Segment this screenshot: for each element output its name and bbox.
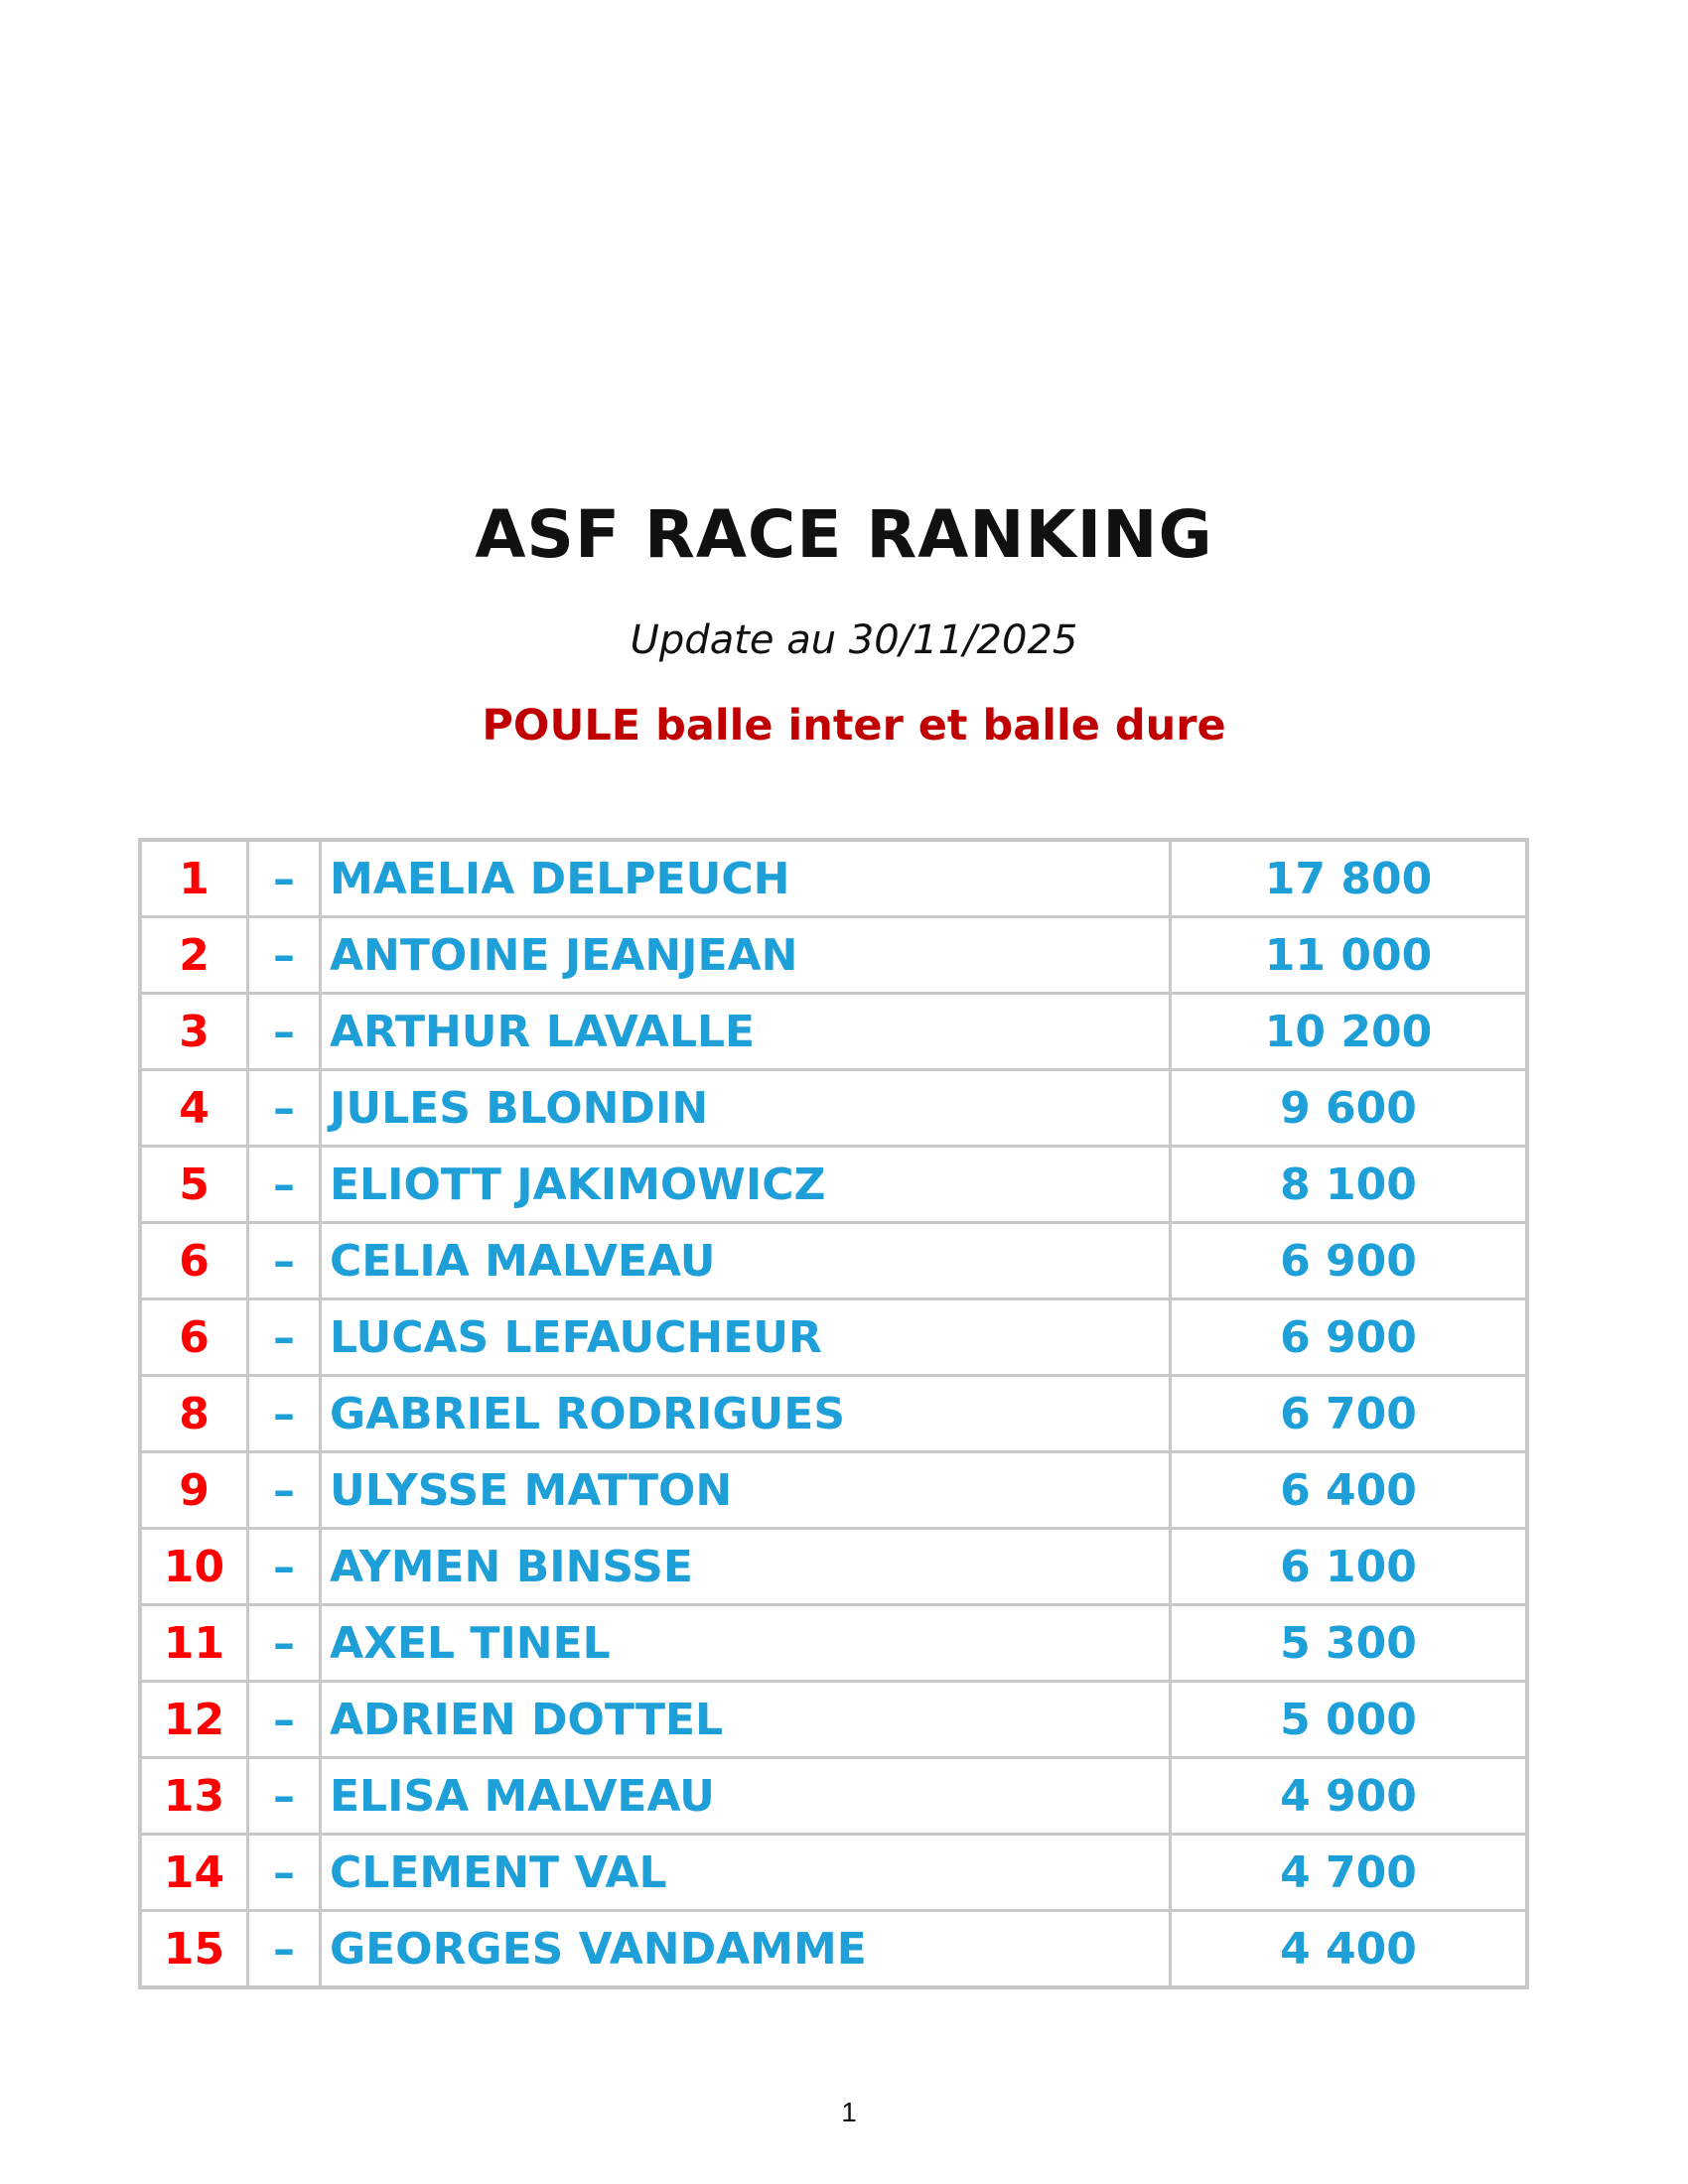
separator-cell: – (248, 1758, 321, 1835)
table-row (140, 1070, 1527, 1147)
rank-cell: 9 (140, 1452, 248, 1529)
table-row (140, 917, 1527, 994)
table-row (140, 1605, 1527, 1682)
table-row (140, 1835, 1527, 1911)
rank-cell: 5 (140, 1147, 248, 1223)
player-name-cell: AYMEN BINSSE (321, 1529, 1171, 1605)
points-cell: 4 400 (1171, 1911, 1528, 1988)
rank-cell: 6 (140, 1299, 248, 1376)
player-name-cell: ARTHUR LAVALLE (321, 994, 1171, 1070)
rank-cell: 10 (140, 1529, 248, 1605)
document-title: ASF RACE RANKING (475, 496, 1213, 573)
points-cell: 6 900 (1171, 1299, 1528, 1376)
player-name-cell: MAELIA DELPEUCH (321, 840, 1171, 917)
table-row (140, 1299, 1527, 1376)
table-row (140, 1223, 1527, 1299)
rank-cell: 15 (140, 1911, 248, 1988)
separator-cell: – (248, 1452, 321, 1529)
page-number: 1 (841, 2097, 857, 2127)
points-cell: 17 800 (1171, 840, 1528, 917)
separator-cell: – (248, 1070, 321, 1147)
rank-cell: 6 (140, 1223, 248, 1299)
player-name-cell: CELIA MALVEAU (321, 1223, 1171, 1299)
rank-cell: 14 (140, 1835, 248, 1911)
player-name-cell: ELISA MALVEAU (321, 1758, 1171, 1835)
separator-cell: – (248, 1529, 321, 1605)
rank-cell: 12 (140, 1682, 248, 1758)
table-row (140, 994, 1527, 1070)
separator-cell: – (248, 917, 321, 994)
points-cell: 5 300 (1171, 1605, 1528, 1682)
separator-cell: – (248, 1299, 321, 1376)
separator-cell: – (248, 1223, 321, 1299)
rank-cell: 2 (140, 917, 248, 994)
separator-cell: – (248, 1147, 321, 1223)
points-cell: 6 400 (1171, 1452, 1528, 1529)
table-row (140, 1911, 1527, 1988)
points-cell: 5 000 (1171, 1682, 1528, 1758)
player-name-cell: ELIOTT JAKIMOWICZ (321, 1147, 1171, 1223)
separator-cell: – (248, 840, 321, 917)
points-cell: 4 700 (1171, 1835, 1528, 1911)
player-name-cell: GEORGES VANDAMME (321, 1911, 1171, 1988)
points-cell: 6 700 (1171, 1376, 1528, 1452)
player-name-cell: AXEL TINEL (321, 1605, 1171, 1682)
player-name-cell: ULYSSE MATTON (321, 1452, 1171, 1529)
separator-cell: – (248, 1605, 321, 1682)
rank-cell: 13 (140, 1758, 248, 1835)
player-name-cell: LUCAS LEFAUCHEUR (321, 1299, 1171, 1376)
separator-cell: – (248, 994, 321, 1070)
rank-cell: 4 (140, 1070, 248, 1147)
separator-cell: – (248, 1682, 321, 1758)
separator-cell: – (248, 1376, 321, 1452)
points-cell: 6 100 (1171, 1529, 1528, 1605)
table-row (140, 1452, 1527, 1529)
points-cell: 9 600 (1171, 1070, 1528, 1147)
table-row (140, 1682, 1527, 1758)
rank-cell: 8 (140, 1376, 248, 1452)
points-cell: 11 000 (1171, 917, 1528, 994)
rank-cell: 11 (140, 1605, 248, 1682)
player-name-cell: GABRIEL RODRIGUES (321, 1376, 1171, 1452)
points-cell: 10 200 (1171, 994, 1528, 1070)
update-date: Update au 30/11/2025 (630, 617, 1078, 663)
ranking-table (138, 838, 1529, 1989)
table-row (140, 840, 1527, 917)
table-row (140, 1376, 1527, 1452)
group-title: POULE balle inter et balle dure (482, 701, 1226, 751)
separator-cell: – (248, 1911, 321, 1988)
table-row (140, 1758, 1527, 1835)
rank-cell: 1 (140, 840, 248, 917)
ranking-table-body (140, 840, 1527, 1987)
separator-cell: – (248, 1835, 321, 1911)
points-cell: 4 900 (1171, 1758, 1528, 1835)
player-name-cell: ADRIEN DOTTEL (321, 1682, 1171, 1758)
table-row (140, 1147, 1527, 1223)
points-cell: 8 100 (1171, 1147, 1528, 1223)
rank-cell: 3 (140, 994, 248, 1070)
table-row (140, 1529, 1527, 1605)
player-name-cell: JULES BLONDIN (321, 1070, 1171, 1147)
player-name-cell: CLEMENT VAL (321, 1835, 1171, 1911)
player-name-cell: ANTOINE JEANJEAN (321, 917, 1171, 994)
points-cell: 6 900 (1171, 1223, 1528, 1299)
